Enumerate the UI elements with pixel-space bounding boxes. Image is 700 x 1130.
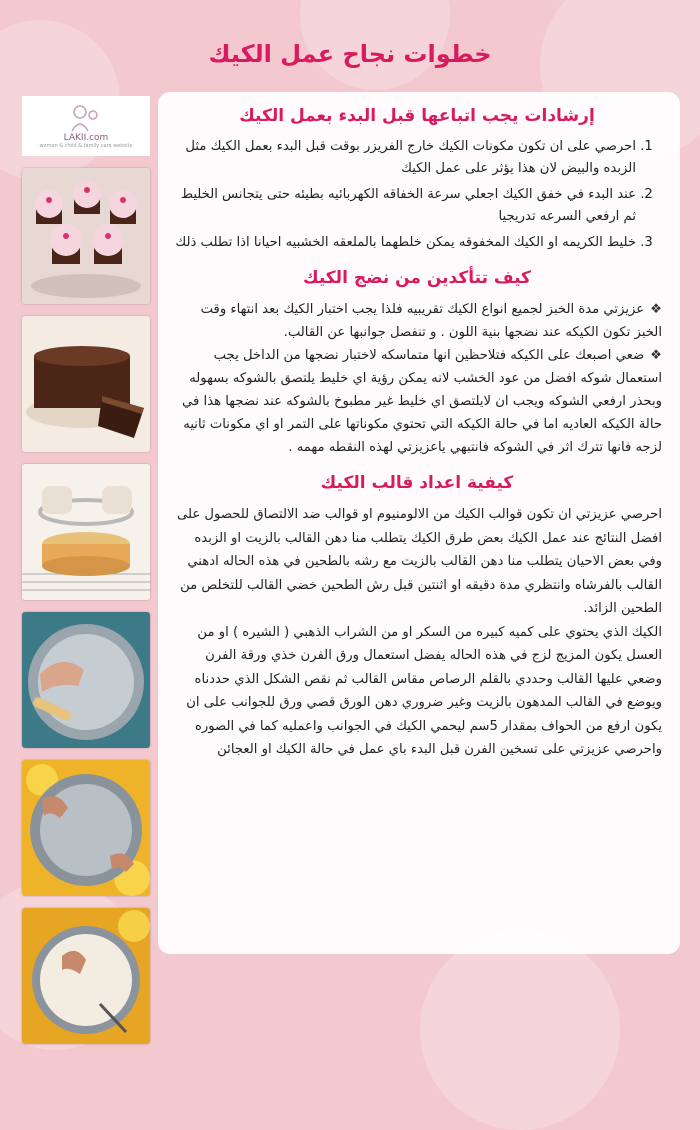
content-panel [158,92,680,954]
diamond-bullet-icon: ❖ [650,302,662,317]
paragraph: الكيك الذي يحتوي على كميه كبيره من السكر او من الشراب الذهبي ( الشيره ) او من العسل يكون المزيج لزج في هذه الحاله يفضل استعمال ورق الفرن خذي ورقة الفرن وضعي عليها القالب وحددي بالقلم الرصاص مقاس القالب ثم نقص الشكل الذي حددناه ويوضع في القالب المدهون بالزيت وغير ضروري دهن الورق قصي ورق للجوانب على ان يكون ارفع من الحواف بمقدار 5سم ليحمي الكيك في الجوانب واعمليه كما في الصوره واحرصي عزيزتي على تسخين الفرن قبل البدء باي عمل في حالة الكيك او العجائن [186,624,662,757]
section-title-pan-prep: كيفية اعداد قالب الكيك [320,473,514,493]
logo-mark-icon [66,103,106,133]
cupcakes-photo [22,168,150,304]
photo-sidebar [22,96,150,1056]
site-logo [22,96,150,156]
section-title-tips: إرشادات يجب اتباعها قبل البدء بعمل الكيك [239,106,595,126]
list-item: ❖ضعي اصبعك على الكيكه فتلاحظين انها متماسكه لاختبار نضجها من الداخل يجب استعمال شوكه افضل من عود الخشب لانه يمكن رؤية اي خليط يلتصق بالشوكه بسهوله وبحذر ارفعي الشوكه ويجب ان لايلتصق اي خليط غير مطبوخ بالشوكه عند نضجها هذا في حالة الكيكه العاديه اما في حالة الكيكه التي تحتوي مكوناتها على التمر او اي مكونات ثانيه لزجه فانها تترك اثر في الشوكه فانتبهي ياعزيزتي لهذه النقطه مهمه . [182,348,662,455]
parchment-pan-photo [22,908,150,1044]
diamond-bullet-icon: ❖ [650,348,662,363]
list-item: 1. احرصي على ان تكون مكونات الكيك خارج الفريزر بوقت قبل البدء بعمل الكيك مثل الزبده والبيض لان هذا يؤثر على عمل الكيك [172,136,636,180]
list-item: 2. عند البدء في خفق الكيك اجعلي سرعة الخفاقه الكهربائيه بطيئه حتى يتجانس الخليط ثم ارفعي السرعه تدريجيا [172,184,636,228]
list-item: 3. خليط الكريمه او الكيك المخفوقه يمكن خلطهما بالملعقه الخشبيه احيانا اذا تطلب ذلك [172,232,636,254]
logo-brand: LAKII.com [63,133,109,143]
paragraph: احرصي عزيزتي ان تكون قوالب الكيك من الالومنيوم او قوالب ضد الالتصاق للحصول على افضل النتائج عند عمل الكيك بعض طرق الكيك يتطلب منا دهن القالب بالزيت او الزبده وفي بعض الاحيان يتطلب منا دهن القالب بالزيت مع رشه بالطحين في هذه الحاله ادهني القالب بالفرشاه وانتظري مدة دقيقه او اثنتين قبل رش الطحين خضي القالب للتخلص من الطحين الزائد. [177,507,662,616]
chocolate-cake-photo [22,316,150,452]
page-title: خطوات نجاح عمل الكيك [208,40,492,68]
logo-tagline: women & child & family care website [39,143,133,149]
cake-ring-photo [22,464,150,600]
tips-list [172,136,662,254]
flouring-pan-photo [22,760,150,896]
section-title-doneness: كيف تتأكدين من نضج الكيك [303,268,531,288]
list-item: ❖عزيزتي مدة الخبز لجميع انواع الكيك تقريبيه فلذا يجب اختبار الكيك بعد انتهاء وقت الخبز تكون الكيكه عند نضجها بنية اللون . و تنفصل جوانبها عن القالب. [200,302,662,340]
greasing-pan-photo [22,612,150,748]
background-circle [420,930,620,1130]
